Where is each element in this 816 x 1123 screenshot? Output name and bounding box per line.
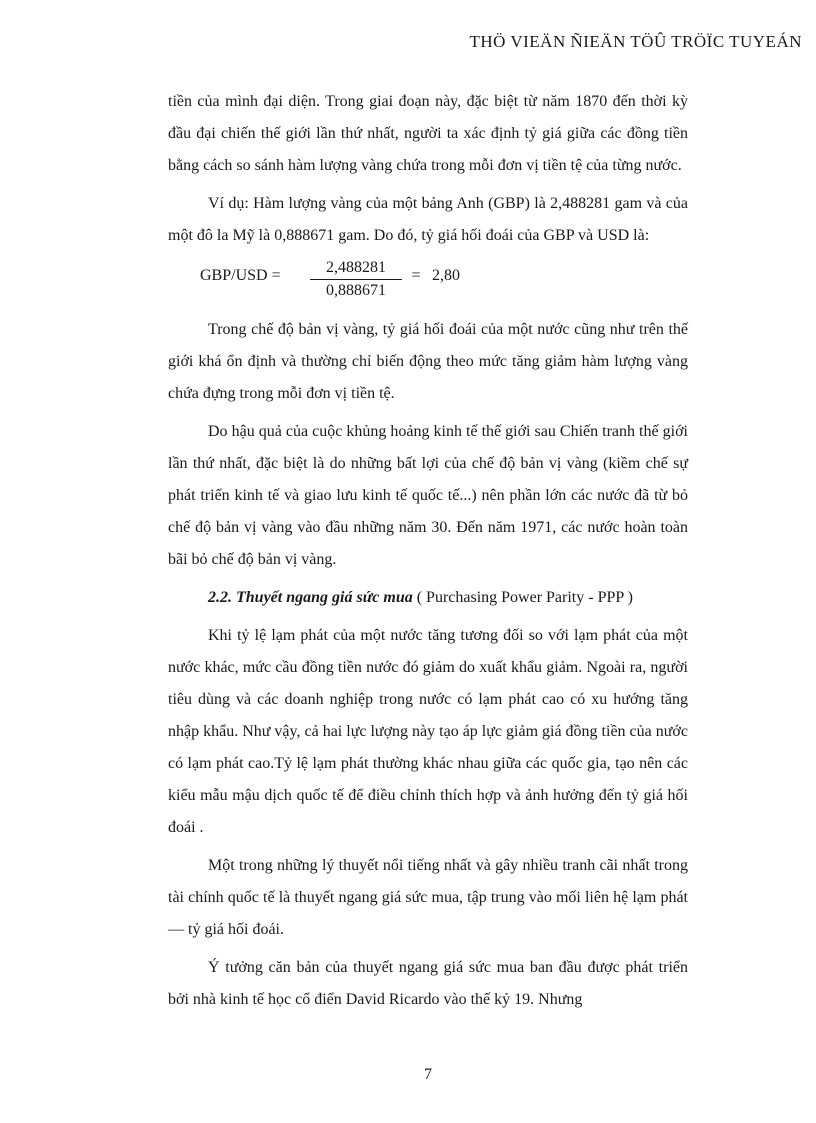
paragraph-ricardo: Ý tưởng căn bản của thuyết ngang giá sức mua ban đầu được phát triển bởi nhà kinh tế học cổ điển David Ricardo vào thế kỷ 19. Nhưng (168, 959, 688, 1008)
formula-fraction (310, 258, 402, 301)
section-title: 2.2. Thuyết ngang giá sức mua (208, 589, 413, 606)
formula-denominator: 0,888671 (326, 282, 386, 299)
document-body (168, 86, 688, 1022)
section-subtitle: ( Purchasing Power Parity - PPP ) (412, 589, 634, 606)
page-header: THÖ VIEÄN ÑIEÄN TÖÛ TRÖÏC TUYEÁN (469, 32, 802, 51)
exchange-rate-formula (168, 258, 688, 308)
paragraph-stability: Trong chế độ bản vị vàng, tỷ giá hối đoái của một nước cũng như trên thế giới khá ổn định và thường chỉ biến động theo mức tăng giảm hàm lượng vàng chứa đựng trong mỗi đơn vị tiền tệ. (168, 321, 688, 402)
section-heading (168, 582, 688, 614)
paragraph-example: Ví dụ: Hàm lượng vàng của một bảng Anh (GBP) là 2,488281 gam và của một đô la Mỹ là 0,888671 gam. Do đó, tỷ giá hối đoái của GBP và USD là: (168, 195, 688, 244)
formula-equals: = (411, 267, 421, 284)
formula-result: 2,80 (432, 267, 460, 284)
paragraph-ppp-theory: Một trong những lý thuyết nổi tiếng nhất và gây nhiều tranh cãi nhất trong tài chính quốc tế là thuyết ngang giá sức mua, tập trung vào mối liên hệ lạm phát — tỷ giá hối đoái. (168, 857, 688, 938)
paragraph-inflation: Khi tỷ lệ lạm phát của một nước tăng tương đối so với lạm phát của một nước khác, mức cầu đồng tiền nước đó giảm do xuất khẩu giảm. Ngoài ra, người tiêu dùng và các doanh nghiệp trong nước có lạm phát cao có xu hướng tăng nhập khẩu. Như vậy, cả hai lực lượng này tạo áp lực giảm giá đồng tiền của nước có lạm phát cao.Tỷ lệ lạm phát thường khác nhau giữa các quốc gia, tạo nên các kiểu mẫu mậu dịch quốc tế để điều chỉnh thích hợp và ảnh hưởng đến tỷ giá hối đoái . (168, 627, 688, 836)
formula-lhs: GBP/USD = (200, 267, 281, 284)
paragraph-gold-standard-continued: tiền của mình đại diện. Trong giai đoạn này, đặc biệt từ năm 1870 đến thời kỳ đầu đại chiến thế giới lần thứ nhất, người ta xác định tỷ giá giữa các đồng tiền bằng cách so sánh hàm lượng vàng chứa trong mỗi đơn vị tiền tệ của từng nước. (168, 93, 688, 174)
page-number: 7 (424, 1066, 432, 1083)
formula-rhs (404, 266, 460, 286)
formula-numerator: 2,488281 (310, 258, 402, 280)
paragraph-abandonment: Do hậu quả của cuộc khủng hoảng kinh tế thế giới sau Chiến tranh thế giới lần thứ nhất, đặc biệt là do những bất lợi của chế độ bản vị vàng (kiềm chế sự phát triển kinh tế và giao lưu kinh tế quốc tế...) nên phần lớn các nước đã từ bỏ chế độ bản vị vàng vào đầu những năm 30. Đến năm 1971, các nước hoàn toàn bãi bỏ chế độ bản vị vàng. (168, 423, 688, 568)
